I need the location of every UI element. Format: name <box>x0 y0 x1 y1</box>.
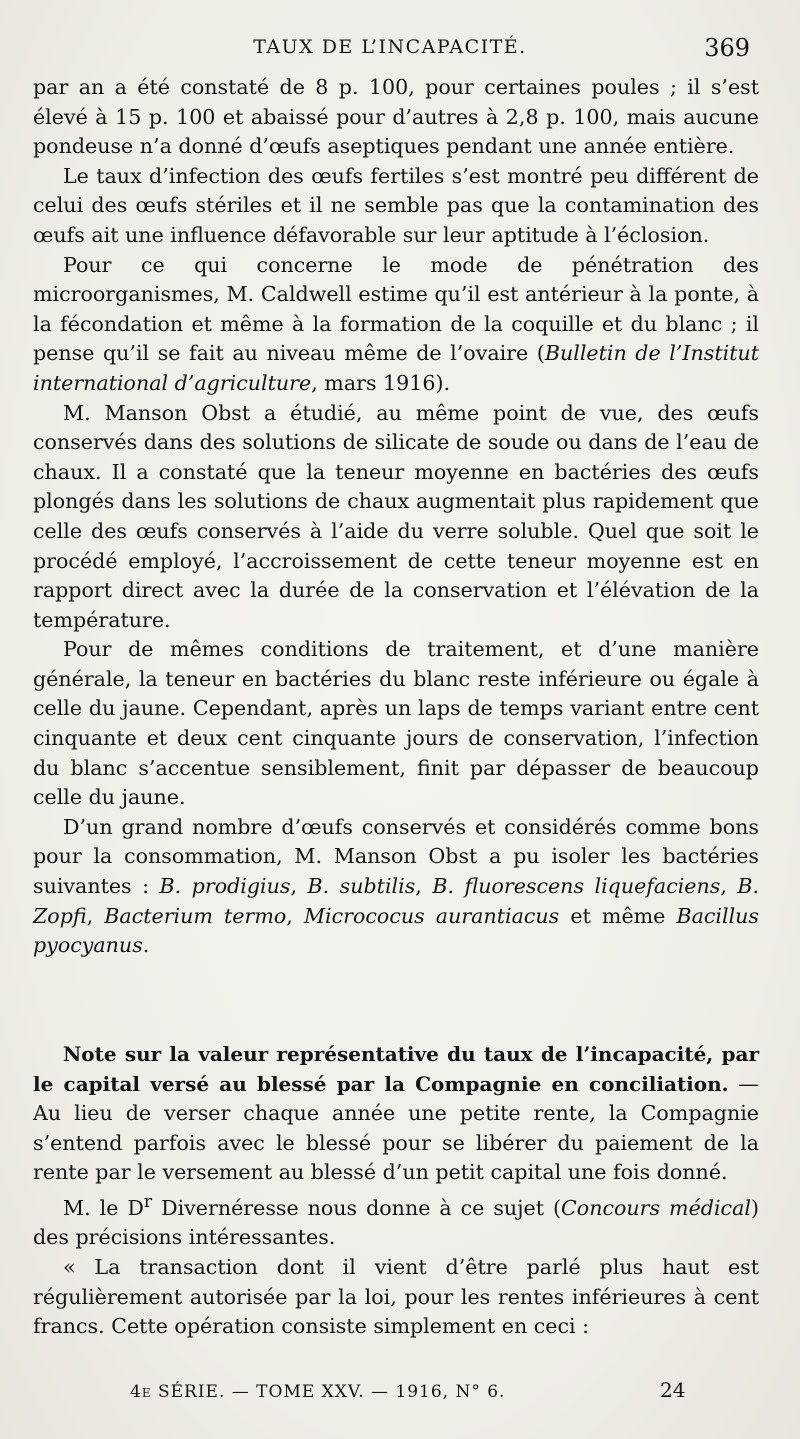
bacteria-name: Micrococus aurantiacus <box>303 903 560 928</box>
bacteria-name: Bacillus pyocyanus <box>33 903 759 958</box>
note-paragraph-1 <box>33 1040 759 1188</box>
bacteria-name: B. Zopfi <box>33 874 760 928</box>
separator: , <box>415 874 433 899</box>
citation-date: , mars 1916). <box>311 370 451 395</box>
separator: , <box>286 903 304 928</box>
bacteria-name: B. subtilis <box>307 874 416 899</box>
note-paragraph-2 <box>33 1188 759 1253</box>
separator: , <box>290 874 308 899</box>
separator: . <box>142 933 150 958</box>
separator: , <box>720 874 738 899</box>
note-source: Concours médical <box>561 1195 751 1220</box>
paragraph-5: Pour de mêmes conditions de traitement, et d’une manière générale, la teneur en bactéries du blanc reste inférieure ou égale à celle du jaune. Cependant, après un laps de temps variant entre cent cinquante et deux cent cinquante jours de conservation, l’infection du blanc s’accentue sensiblement, finit par dépasser de beaucoup celle du jaune. <box>33 637 759 810</box>
superscript: r <box>143 1191 153 1212</box>
separator: et même <box>559 903 677 928</box>
note-title: Note sur la valeur représentative du taux de l’incapacité, par le capital versé au blessé par la Compagnie en conciliation. <box>33 1042 759 1096</box>
note-text: Divernéresse nous donne à ce sujet ( <box>152 1195 562 1220</box>
bacteria-name: B. fluorescens liquefaciens <box>432 874 721 899</box>
signature-mark: 24 <box>660 1378 686 1402</box>
paragraph-3 <box>33 251 759 399</box>
paragraph-4: M. Manson Obst a étudié, au même point de vue, des œufs conservés dans des solutions de silicate de soude ou dans de l’eau de chaux. Il a constaté que la teneur moyenne en bactéries des œufs plongés dans les solutions de chaux augmentait plus rapidement que celle des œufs conservés à l’aide du verre soluble. Quel que soit le procédé employé, l’accroissement de cette teneur moyenne est en rapport direct avec la durée de la conservation et l’élévation de la température. <box>33 400 759 632</box>
page-header <box>0 36 800 66</box>
paragraph-3-text: Pour ce qui concerne le mode de pénétration des microorganismes, M. Caldwell estime qu’il est antérieur à la ponte, à la fécondation et même à la formation de la coquille et du blanc ; il pense qu’il se fait au niveau même de l’ovaire ( <box>33 252 759 366</box>
note-text: M. le D <box>63 1195 144 1220</box>
paragraph-2: Le taux d’infection des œufs fertiles s’est montré peu différent de celui des œufs stériles et il ne semble pas que la contamination des œufs ait une influence défavorable sur leur aptitude à l’éclosion. <box>33 163 759 247</box>
main-text <box>33 73 759 961</box>
bacteria-name: B. prodigius <box>159 874 291 899</box>
paragraph-6 <box>33 813 759 961</box>
running-head: TAUX DE L’INCAPACITÉ. <box>253 36 527 58</box>
paragraph-6-text: D’un grand nombre d’œufs conservés et considérés comme bons pour la consommation, M. Manson Obst a pu isoler les bactéries suivantes : <box>33 814 759 899</box>
separator: , <box>86 903 105 928</box>
signature-line: 4e SÉRIE. — TOME XXV. — 1916, N° 6. <box>130 1382 506 1402</box>
page-footer <box>0 1378 800 1412</box>
paragraph-1: par an a été constaté de 8 p. 100, pour certaines poules ; il s’est élevé à 15 p. 100 et abaissé pour d’autres à 2,8 p. 100, mais aucune pondeuse n’a donné d’œufs aseptiques pendant une année entière. <box>33 75 759 159</box>
page-number: 369 <box>704 34 750 62</box>
note-section <box>33 1040 759 1342</box>
note-text: ) des précisions intéressantes. <box>33 1195 759 1250</box>
bacteria-name: Bacterium termo <box>104 903 287 928</box>
citation-source: Bulletin de l’Institut international d’agriculture <box>33 341 760 395</box>
note-paragraph-3: « La transaction dont il vient d’être parlé plus haut est régulièrement autorisée par la loi, pour les rentes inférieures à cent francs. Cette opération consiste simplement en ceci : <box>33 1255 759 1339</box>
note-body: — Au lieu de verser chaque année une petite rente, la Compagnie s’entend parfois avec le blessé pour se libérer du paiement de la rente par le versement au blessé d’un petit capital une fois donné. <box>33 1071 760 1185</box>
